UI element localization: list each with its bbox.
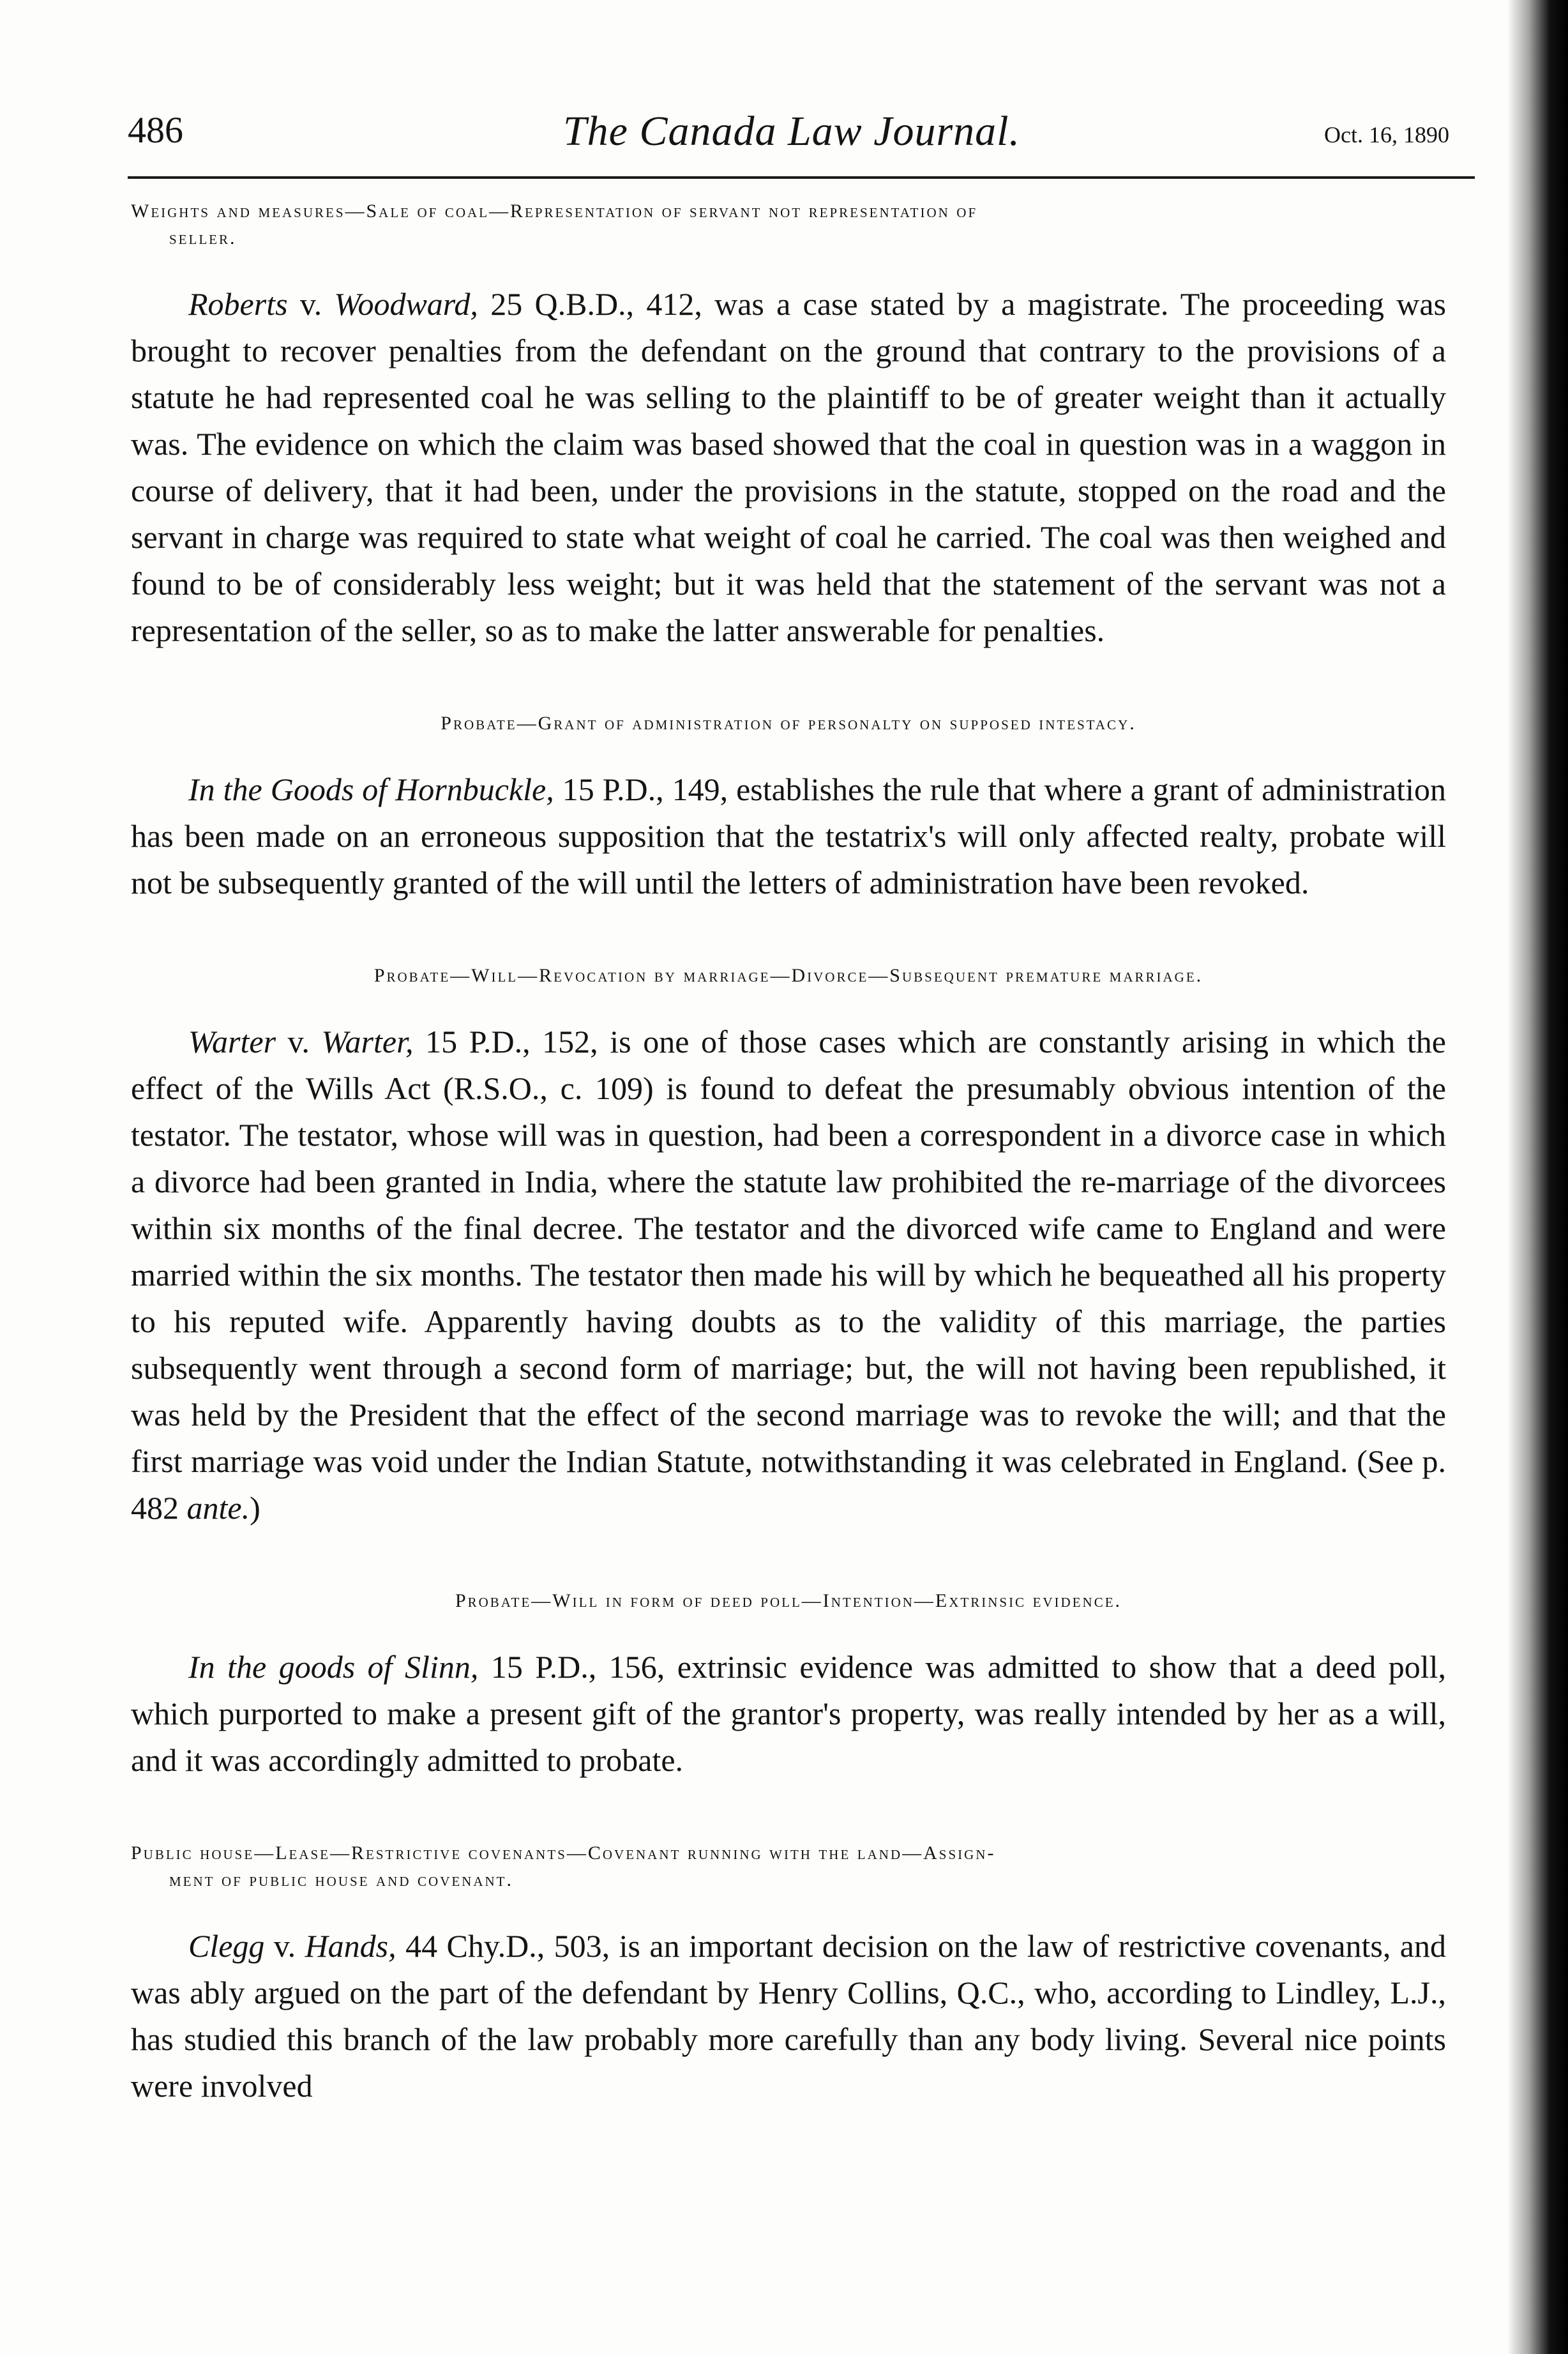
section-probate-revocation	[131, 962, 1446, 1531]
case-name: In the Goods of Hornbuckle,	[188, 771, 554, 807]
case-name: Clegg	[188, 1928, 265, 1964]
case-name: Warter	[188, 1024, 276, 1059]
section-heading-line-2: ment of public house and covenant.	[169, 1869, 514, 1890]
case-name: Roberts	[188, 286, 288, 322]
section-heading	[131, 1840, 1446, 1894]
section-heading: Probate—Will in form of deed poll—Intention—Extrinsic evidence.	[455, 1590, 1122, 1611]
case-name-defendant: Warter,	[321, 1024, 414, 1059]
section-paragraph	[131, 1019, 1446, 1531]
journal-title: The Canada Law Journal.	[562, 108, 1021, 155]
case-versus: v.	[264, 1928, 305, 1964]
section-heading: Probate—Grant of administration of personalty on supposed intestacy.	[441, 713, 1136, 734]
case-name-defendant: Hands,	[305, 1928, 396, 1964]
section-heading-line-1: Public house—Lease—Restrictive covenants—Covenant running with the land—Assign-	[131, 1842, 996, 1864]
case-versus: v.	[287, 286, 335, 322]
section-weights-and-measures	[131, 198, 1446, 654]
section-heading	[131, 198, 1446, 252]
section-paragraph	[131, 281, 1446, 654]
paragraph-text: 15 P.D., 152, is one of those cases which are constantly arising in which the effect of the Wills Act (R.S.O., c. 109) is found to defeat the presumably obvious intention of the testator. The testator, whose will was in question, had been a correspondent in a divorce case in which a divorce had been granted in India, where the statute law prohibited the re-marriage of the divorcees within six months of the final decree. The testator and the divorced wife came to England and were married within the six months. The testator then made his will by which he bequeathed all his property to his reputed wife. Apparently having doubts as to the validity of this marriage, the parties subsequently went through a second form of marriage; but, the will not having been republished, it was held by the President that the effect of the second marriage was to revoke the will; and that the first marriage was void under the Indian Statute, notwithstanding it was celebrated in England. (See p. 482	[131, 1024, 1446, 1526]
paragraph-text: 25 Q.B.D., 412, was a case stated by a magistrate. The proceeding was brought to recover penalties from the defendant on the ground that contrary to the provisions of a statute he had represented coal he was selling to the plaintiff to be of greater weight than it actually was. The evidence on which the claim was based showed that the coal in question was in a waggon in course of delivery, that it had been, under the provisions in the statute, stopped on the road and the servant in charge was required to state what weight of coal he carried. The coal was then weighed and found to be of considerably less weight; but it was held that the statement of the servant was not a representation of the seller, so as to make the latter answerable for penalties.	[131, 286, 1446, 648]
header-rule	[128, 176, 1475, 179]
section-paragraph	[131, 1644, 1446, 1784]
paragraph-text: 15 P.D., 149, establishes the rule that where a grant of administration has been made on an erroneous supposition that the testatrix's will only affected realty, probate will not be subsequently granted of the will until the letters of administration have been revoked.	[131, 771, 1447, 900]
page-number: 486	[128, 109, 183, 151]
section-probate-deed-poll	[131, 1588, 1446, 1784]
section-heading: Probate—Will—Revocation by marriage—Divorce—Subsequent premature marriage.	[373, 965, 1203, 986]
case-versus: v.	[276, 1024, 322, 1059]
scan-edge-shadow	[1507, 0, 1568, 2354]
section-paragraph	[131, 1923, 1446, 2109]
section-heading-line-1: Weights and measures—Sale of coal—Representation of servant not representation of	[131, 201, 978, 222]
running-header	[128, 96, 1475, 166]
issue-date: Oct. 16, 1890	[1324, 122, 1449, 148]
section-heading-line-2: seller.	[169, 227, 237, 248]
section-paragraph	[131, 766, 1446, 906]
paragraph-close: )	[250, 1490, 260, 1526]
case-name-defendant: Woodward,	[334, 286, 478, 322]
paragraph-text: 44 Chy.D., 503, is an important decision on the law of restrictive covenants, and was ably argued on the part of the defendant by Henry Collins, Q.C., who, according to Lindley, L.J., has studied this branch of the law probably more carefully than any body living. Several nice points were involved	[131, 1928, 1446, 2104]
paragraph-text: 15 P.D., 156, extrinsic evidence was admitted to show that a deed poll, which purported to make a present gift of the grantor's property, was really intended by her as a will, and it was accordingly admitted to probate.	[131, 1649, 1446, 1778]
article-body	[131, 198, 1446, 2166]
section-public-house	[131, 1840, 1446, 2109]
section-probate-grant	[131, 710, 1446, 906]
case-name: In the goods of Slinn,	[188, 1649, 479, 1685]
ante-reference: ante.	[186, 1490, 250, 1526]
